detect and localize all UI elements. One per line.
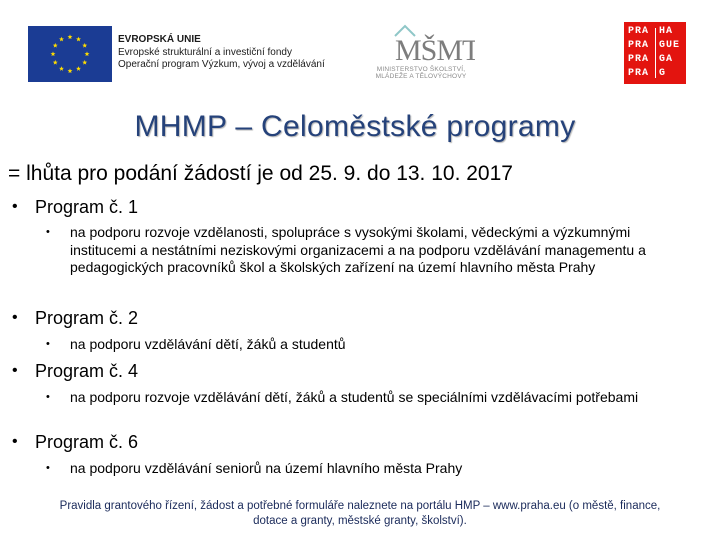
praha-cell: GUE <box>659 40 681 51</box>
praha-cell: PRA <box>628 40 650 51</box>
program-name: Program č. 2 <box>35 308 139 328</box>
eu-line3: Operační program Výzkum, vývoj a vzdělávání <box>118 59 325 70</box>
footer-line2: dotace a granty, městské granty, školství). <box>253 515 467 527</box>
msmt-emblem-icon <box>365 22 475 68</box>
praha-cell: PRA <box>628 68 650 79</box>
praha-cell: PRA <box>628 54 650 65</box>
bullet-icon: • <box>12 433 18 450</box>
eu-text <box>118 34 325 72</box>
eu-flag-icon <box>28 26 112 82</box>
eu-line1: EVROPSKÁ UNIE <box>118 34 201 45</box>
program-description-text: na podporu vzdělávání seniorů na území hlavního města Prahy <box>70 460 463 476</box>
msmt-emblem-text: MŠMT <box>395 34 475 67</box>
eu-line2: Evropské strukturální a investiční fondy <box>118 46 292 58</box>
praha-divider <box>655 28 656 78</box>
bullet-icon: • <box>12 198 18 215</box>
program-name: Program č. 4 <box>35 361 139 381</box>
program-description <box>46 460 676 478</box>
bullet-icon: • <box>46 462 50 474</box>
program-description-text: na podporu rozvoje vzdělávání dětí, žáků a studentů se speciálními vzdělávacími potřebami <box>70 389 639 405</box>
praha-logo <box>624 22 686 84</box>
eu-logo <box>28 26 112 82</box>
praha-cell: PRA <box>628 26 650 37</box>
page-title: MHMP – Celoměstské programy <box>134 110 576 143</box>
bullet-icon: • <box>46 226 50 238</box>
deadline-subtitle: = lhůta pro podání žádostí je od 25. 9. do 13. 10. 2017 <box>8 162 513 185</box>
footer-note <box>14 499 706 529</box>
program-name: Program č. 6 <box>35 432 139 452</box>
footer-line1: Pravidla grantového řízení, žádost a potřebné formuláře naleznete na portálu HMP – www.praha.eu (o městě, finance, <box>59 500 661 512</box>
bullet-icon: • <box>46 338 50 350</box>
bullet-icon: • <box>12 309 18 326</box>
program-description <box>46 224 676 277</box>
bullet-icon: • <box>12 362 18 379</box>
praha-cell: G <box>659 68 667 79</box>
msmt-text <box>365 66 477 80</box>
program-description-text: na podporu rozvoje vzdělanosti, spolupráce s vysokými školami, vědeckými a výzkumnými institucemi a nestátními neziskovými organizacemi a na podporu vzdělávání managementu a pedagogických pracovníků škol a školských zařízení na území hlavního města Prahy <box>70 224 646 275</box>
program-description <box>46 389 676 407</box>
msmt-line1: MINISTERSTVO ŠKOLSTVÍ, <box>376 66 466 73</box>
bullet-icon: • <box>46 391 50 403</box>
praha-cell: HA <box>659 26 674 37</box>
praha-cell: GA <box>659 54 674 65</box>
program-description <box>46 336 676 354</box>
program-name: Program č. 1 <box>35 197 139 217</box>
program-description-text: na podporu vzdělávání dětí, žáků a studentů <box>70 336 346 352</box>
msmt-line2: MLÁDEŽE A TĚLOVÝCHOVY <box>375 73 467 80</box>
